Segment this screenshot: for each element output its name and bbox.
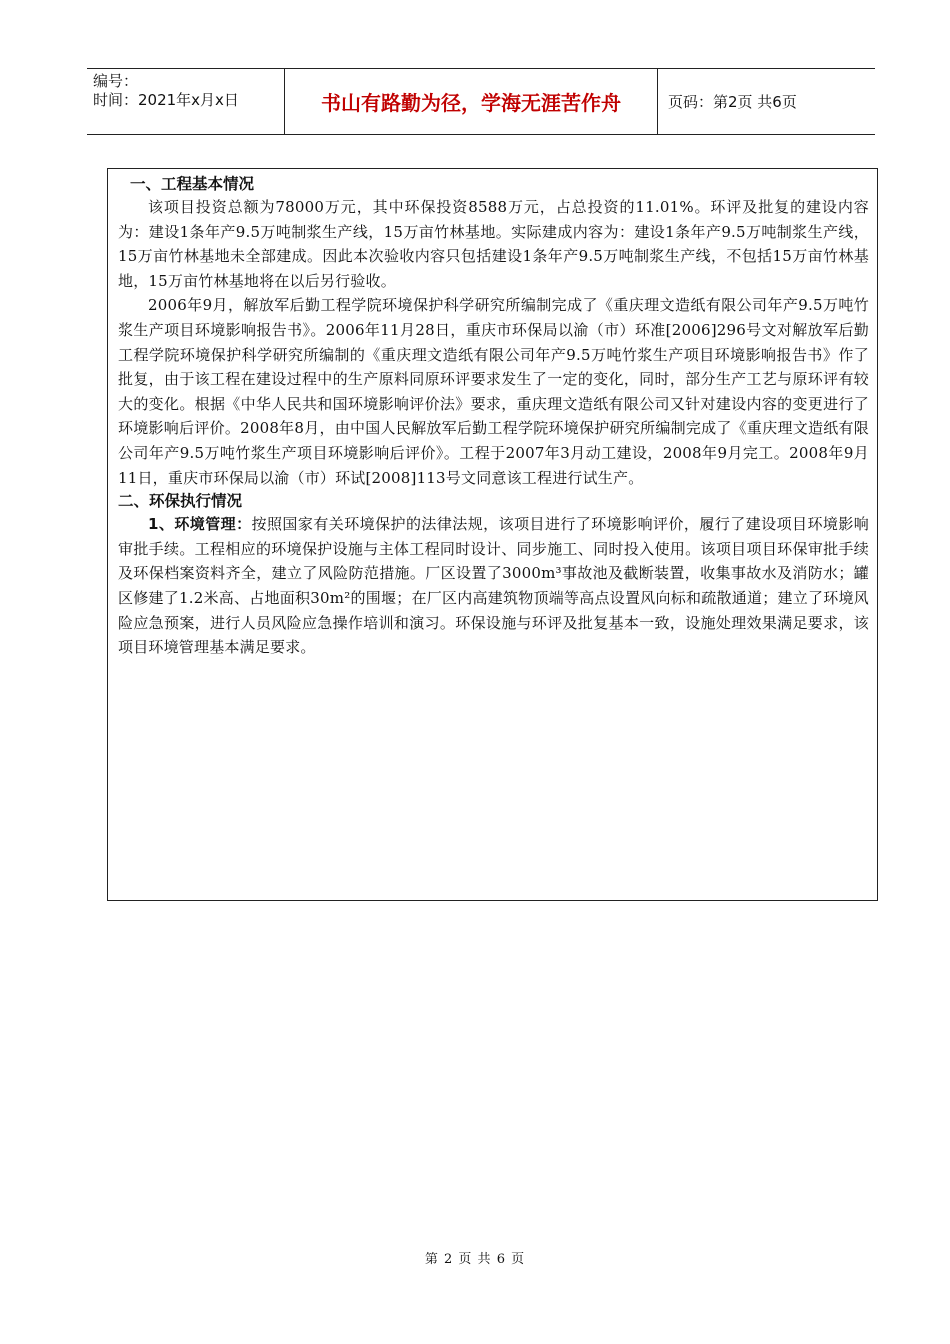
page-footer: 第 2 页 共 6 页 [424, 1252, 526, 1267]
section1-paragraph-2: 2006年9月，解放军后勤工程学院环境保护科学研究所编制完成了《重庆理文造纸有限公司年产9.5万吨竹浆生产项目环境影响报告书》。2006年11月28日，重庆市环保局以渝（市）环准[2006]296号文对解放军后勤工程学院环境保护科学研究所编制的《重庆理文造纸有限公司年产9.5万吨竹浆生产项目环境影响报告书》作了批复，由于该工程在建设过程中的生产原料同原环评要求发生了一定的变化，同时，部分生产工艺与原环评有较大的变化。根据《中华人民共和国环境影响评价法》要求，重庆理文造纸有限公司又针对建设内容的变更进行了环境影响后评价。2008年8月，由中国人民解放军后勤工程学院环境保护研究所编制完成了《重庆理文造纸有限公司年产9.5万吨竹浆生产项目环境影响后评价》。工程于2007年3月动工建设，2008年9月完工。2008年9月11日，重庆市环保局以渝（市）环试[2008]113号文同意该工程进行试生产。 [118, 296, 869, 487]
section2-heading: 二、环保执行情况 [118, 492, 243, 511]
header-meta [87, 69, 285, 134]
section1-heading: 一、工程基本情况 [130, 175, 255, 193]
section2-item-environment-management [118, 512, 869, 660]
header-time: 时间：2021年x月x日 [93, 91, 239, 109]
content-box [107, 168, 878, 901]
header-code: 编号： [93, 72, 139, 90]
header-page-number: 页码：第2页 共6页 [668, 93, 797, 111]
section2-item-label: 1、环境管理： [148, 515, 252, 534]
section1-paragraph-1: 该项目投资总额为78000万元，其中环保投资8588万元，占总投资的11.01%。环评及批复的建设内容为：建设1条年产9.5万吨制浆生产线，15万亩竹林基地。实际建成内容为：建设1条年产9.5万吨制浆生产线，15万亩竹林基地未全部建成。因此本次验收内容只包括建设1条年产9.5万吨制浆生产线，不包括15万亩竹林基地，15万亩竹林基地将在以后另行验收。 [118, 198, 869, 290]
header-motto: 书山有路勤为径，学海无涯苦作舟 [285, 69, 658, 134]
section2-item-text: 按照国家有关环境保护的法律法规，该项目进行了环境影响评价，履行了建设项目环境影响审批手续。工程相应的环境保护设施与主体工程同时设计、同步施工、同时投入使用。该项目项目环保审批手续及环保档案资料齐全，建立了风险防范措施。厂区设置了3000m³事故池及截断装置，收集事故水及消防水；罐区修建了1.2米高、占地面积30m²的围堰；在厂区内高建筑物顶端等高点设置风向标和疏散通道；建立了环境风险应急预案，进行人员风险应急操作培训和演习。环保设施与环评及批复基本一致，设施处理效果满足要求，该项目环境管理基本满足要求。 [118, 515, 869, 657]
page-header [87, 68, 875, 135]
